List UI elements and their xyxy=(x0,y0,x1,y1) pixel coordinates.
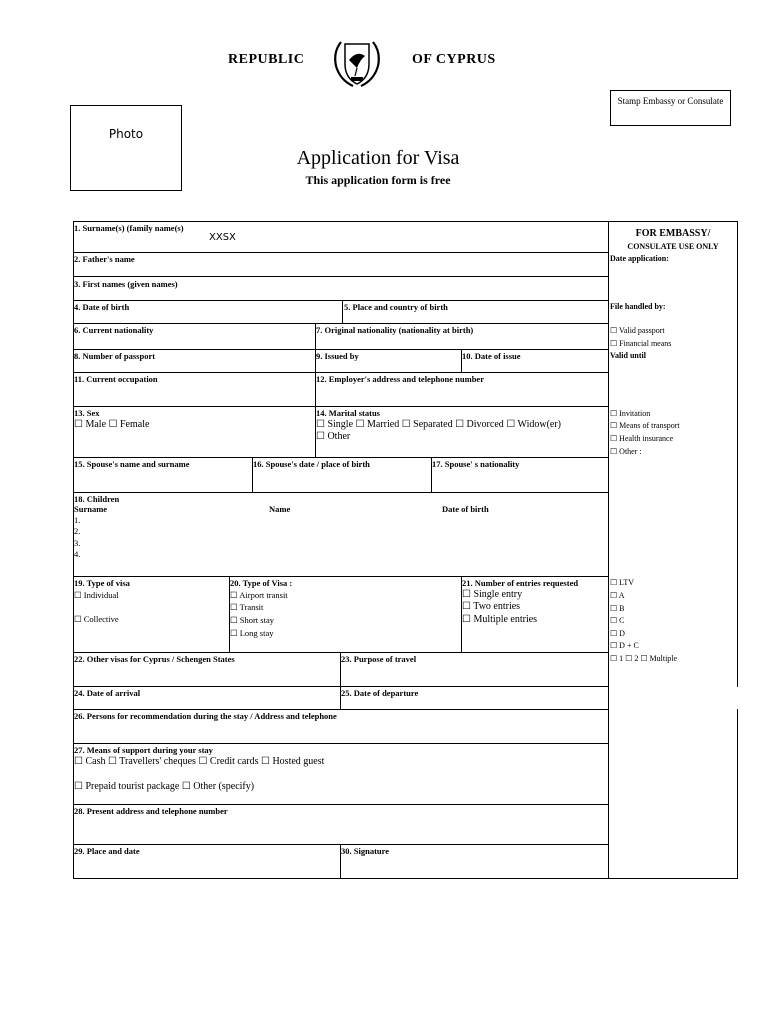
long-stay-checkbox[interactable]: ☐ Long stay xyxy=(230,628,274,638)
spouse-dob-label: 16. Spouse's date / place of birth xyxy=(253,459,370,469)
spouse-nationality-label: 17. Spouse' s nationality xyxy=(432,459,520,469)
form-title: Application for Visa xyxy=(296,147,460,169)
financial-means-checkbox[interactable]: ☐ Financial means xyxy=(610,339,672,348)
means-transport-checkbox[interactable]: ☐ Means of transport xyxy=(610,421,680,430)
marital-status-options[interactable]: ☐ Single ☐ Married ☐ Separated ☐ Divorced ☐ Widow(er) xyxy=(316,419,562,430)
individual-checkbox[interactable]: ☐ Individual xyxy=(74,590,119,600)
means-of-support-options[interactable]: ☐ Cash ☐ Travellers' cheques ☐ Credit cards ☐ Hosted guest xyxy=(74,756,325,767)
header-of-cyprus: OF CYPRUS xyxy=(412,52,496,67)
surname-label: 1. Surname(s) (family name(s) xyxy=(74,223,184,233)
date-of-arrival-label: 24. Date of arrival xyxy=(74,688,141,698)
two-entries-checkbox[interactable]: ☐ Two entries xyxy=(462,601,521,612)
file-handled-label: File handled by: xyxy=(610,302,666,311)
current-occupation-label: 11. Current occupation xyxy=(74,374,158,384)
visa-c-checkbox[interactable]: ☐ C xyxy=(610,616,625,625)
sidebar-heading-embassy: FOR EMBASSY/ xyxy=(635,228,711,239)
invitation-checkbox[interactable]: ☐ Invitation xyxy=(610,409,651,418)
short-stay-checkbox[interactable]: ☐ Short stay xyxy=(230,615,274,625)
type-of-visa-2-label: 20. Type of Visa : xyxy=(230,578,293,588)
passport-number-label: 8. Number of passport xyxy=(74,351,156,361)
transit-checkbox[interactable]: ☐ Transit xyxy=(230,602,264,612)
children-row: 3. xyxy=(74,538,81,548)
multiple-entries-checkbox[interactable]: ☐ Multiple entries xyxy=(462,614,538,625)
date-application-label: Date application: xyxy=(610,254,669,263)
marital-status-other[interactable]: ☐ Other xyxy=(316,431,351,442)
sidebar-other-checkbox[interactable]: ☐ Other : xyxy=(610,447,642,456)
place-and-date-label: 29. Place and date xyxy=(74,846,140,856)
form-subtitle: This application form is free xyxy=(305,173,451,187)
purpose-of-travel-label: 23. Purpose of travel xyxy=(341,654,417,664)
single-entry-checkbox[interactable]: ☐ Single entry xyxy=(462,589,523,600)
valid-passport-checkbox[interactable]: ☐ Valid passport xyxy=(610,326,665,335)
sidebar-heading-consulate: CONSULATE USE ONLY xyxy=(627,242,719,251)
photo-box: Photo xyxy=(70,105,182,191)
original-nationality-label: 7. Original nationality (nationality at birth) xyxy=(316,325,474,335)
first-names-label: 3. First names (given names) xyxy=(74,279,178,289)
signature-label: 30. Signature xyxy=(341,846,390,856)
children-row: 1. xyxy=(74,515,81,525)
header-republic: REPUBLIC xyxy=(228,52,305,67)
ltv-checkbox[interactable]: ☐ LTV xyxy=(610,578,634,587)
fathers-name-label: 2. Father's name xyxy=(74,254,135,264)
children-surname-header: Surname xyxy=(74,504,108,514)
children-dob-header: Date of birth xyxy=(442,504,489,514)
airport-transit-checkbox[interactable]: ☐ Airport transit xyxy=(230,590,288,600)
collective-checkbox[interactable]: ☐ Collective xyxy=(74,614,119,624)
means-of-support-label: 27. Means of support during your stay xyxy=(74,745,213,755)
entries-requested-label: 21. Number of entries requested xyxy=(462,578,579,588)
issued-by-label: 9. Issued by xyxy=(316,351,359,361)
children-row: 4. xyxy=(74,549,81,559)
sex-label: 13. Sex xyxy=(74,408,100,418)
stamp-box: Stamp Embassy or Consulate xyxy=(610,90,731,126)
visa-a-checkbox[interactable]: ☐ A xyxy=(610,591,625,600)
surname-input[interactable]: XXSX xyxy=(209,232,236,243)
date-of-departure-label: 25. Date of departure xyxy=(341,688,419,698)
valid-until-label: Valid until xyxy=(610,351,646,360)
children-name-header: Name xyxy=(269,504,291,514)
children-row: 2. xyxy=(74,526,81,536)
place-of-birth-label: 5. Place and country of birth xyxy=(344,302,448,312)
visa-d-checkbox[interactable]: ☐ D xyxy=(610,629,625,638)
visa-dc-checkbox[interactable]: ☐ D + C xyxy=(610,641,639,650)
entries-checkbox[interactable]: ☐ 1 ☐ 2 ☐ Multiple xyxy=(610,654,678,663)
other-visas-label: 22. Other visas for Cyprus / Schengen States xyxy=(74,654,235,664)
employer-address-label: 12. Employer's address and telephone number xyxy=(316,374,484,384)
coat-of-arms-icon xyxy=(327,34,387,90)
date-of-birth-label: 4. Date of birth xyxy=(74,302,130,312)
children-label: 18. Children xyxy=(74,494,120,504)
current-nationality-label: 6. Current nationality xyxy=(74,325,154,335)
means-of-support-options-2[interactable]: ☐ Prepaid tourist package ☐ Other (specify) xyxy=(74,781,255,792)
type-of-visa-label: 19. Type of visa xyxy=(74,578,130,588)
visa-b-checkbox[interactable]: ☐ B xyxy=(610,604,625,613)
present-address-label: 28. Present address and telephone number xyxy=(74,806,228,816)
date-of-issue-label: 10. Date of issue xyxy=(462,351,521,361)
marital-status-label: 14. Marital status xyxy=(316,408,380,418)
spouse-name-label: 15. Spouse's name and surname xyxy=(74,459,190,469)
health-insurance-checkbox[interactable]: ☐ Health insurance xyxy=(610,434,674,443)
persons-recommendation-label: 26. Persons for recommendation during the stay / Address and telephone xyxy=(74,711,337,721)
sex-options[interactable]: ☐ Male ☐ Female xyxy=(74,419,150,430)
